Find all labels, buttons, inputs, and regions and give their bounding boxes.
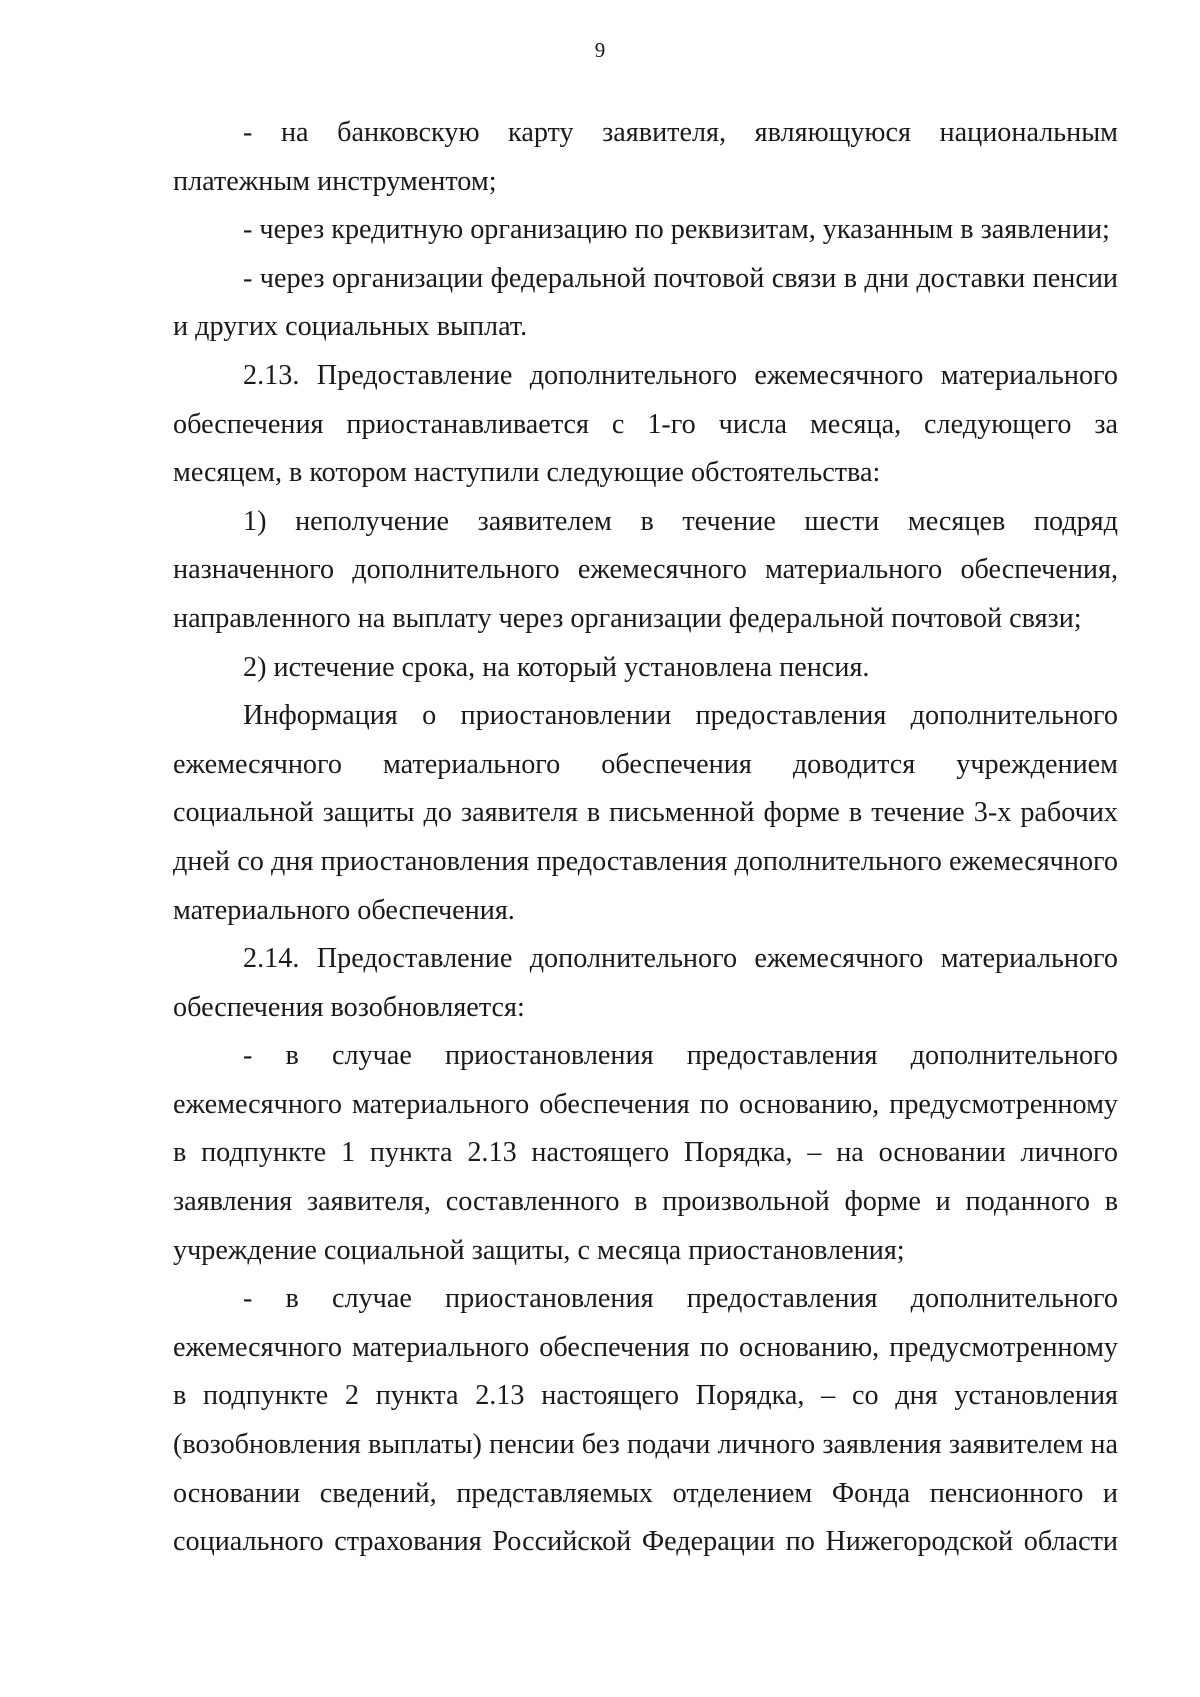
document-body	[173, 109, 1118, 1567]
paragraph-clause-2-14-case-1: - в случае приостановления предоставления дополнительного ежемесячного материального обеспечения по основанию, предусмотренному в подпункте 1 пункта 2.13 настоящего Порядка, – на основании личного заявления заявителя, составленного в произвольной форме и поданного в учреждение социальной защиты, с месяца приостановления;	[173, 1040, 1118, 1266]
paragraph-clause-2-13-item-2: 2) истечение срока, на который установлена пенсия.	[243, 651, 870, 683]
paragraph-clause-2-14-case-2: - в случае приостановления предоставления дополнительного ежемесячного материального обеспечения по основанию, предусмотренному в подпункте 2 пункта 2.13 настоящего Порядка, – со дня установления (возобновления выплаты) пенсии без подачи личного заявления заявителем на основании сведений, представляемых отделением Фонда пенсионного и социального страхования Российской Федерации по Нижегородской области	[173, 1283, 1118, 1558]
paragraph-payment-postal: - через организации федеральной почтовой связи в дни доставки пенсии и других социальных выплат.	[173, 262, 1118, 343]
paragraph-clause-2-13: 2.13. Предоставление дополнительного ежемесячного материального обеспечения приостанавливается с 1-го числа месяца, следующего за месяцем, в котором наступили следующие обстоятельства:	[173, 359, 1118, 489]
paragraph-payment-bank-card: - на банковскую карту заявителя, являющуюся национальным платежным инструментом;	[173, 117, 1118, 197]
paragraph-clause-2-14: 2.14. Предоставление дополнительного ежемесячного материального обеспечения возобновляется:	[173, 943, 1118, 1023]
page-number: 9	[594, 38, 606, 62]
paragraph-suspension-notice: Информация о приостановлении предоставления дополнительного ежемесячного материального обеспечения доводится учреждением социальной защиты до заявителя в письменной форме в течение 3-х рабочих дней со дня приостановления предоставления дополнительного ежемесячного материального обеспечения.	[173, 700, 1118, 926]
paragraph-payment-credit-organization: - через кредитную организацию по реквизитам, указанным в заявлении;	[243, 214, 1110, 246]
paragraph-clause-2-13-item-1: 1) неполучение заявителем в течение шести месяцев подряд назначенного дополнительного ежемесячного материального обеспечения, направленного на выплату через организации федеральной почтовой связи;	[173, 505, 1118, 634]
